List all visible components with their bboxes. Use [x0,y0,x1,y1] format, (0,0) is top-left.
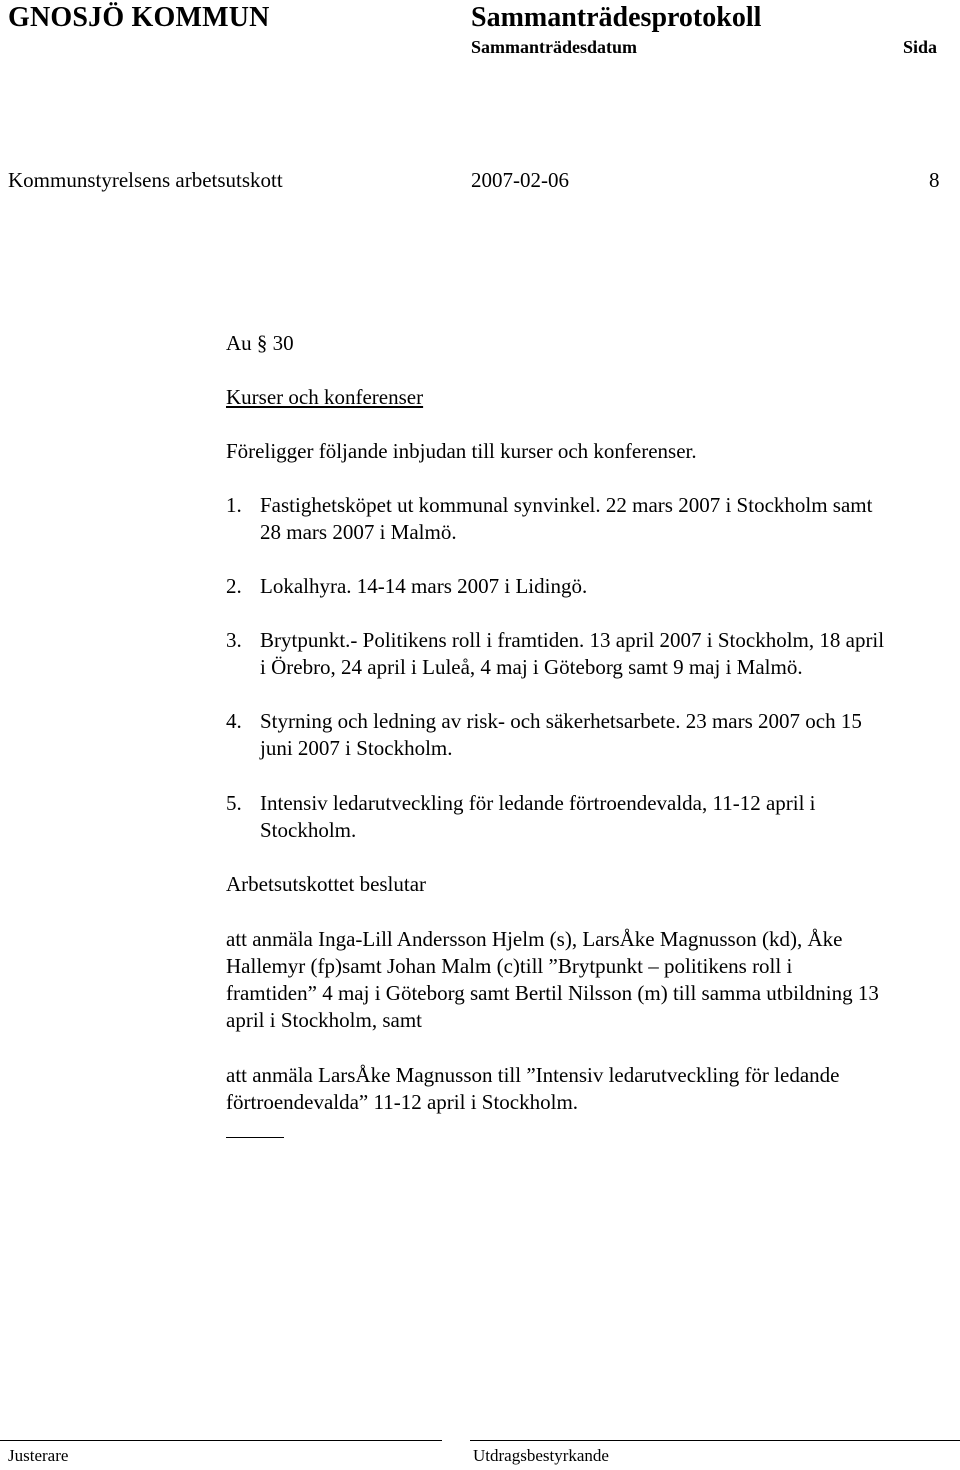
footer-divider-right [470,1440,960,1441]
decision-paragraph [226,1062,936,1116]
committee-name: Kommunstyrelsens arbetsutskott [8,168,283,192]
decision-heading: Arbetsutskottet beslutar [226,872,427,896]
decision-line: Hallemyr (fp)samt Johan Malm (c)till ”Brytpunkt – politikens roll i [226,954,793,978]
list-item-line: i Örebro, 24 april i Luleå, 4 maj i Göteborg samt 9 maj i Malmö. [260,655,803,679]
list-item-line: Intensiv ledarutveckling för ledande förtroendevalda, 11-12 april i [260,791,816,815]
list-item-text [260,708,950,762]
decision-line: framtiden” 4 maj i Göteborg samt Bertil Nilsson (m) till samma utbildning 13 [226,981,879,1005]
list-item-text [260,573,950,600]
list-item-line: Fastighetsköpet ut kommunal synvinkel. 22 mars 2007 i Stockholm samt [260,493,873,517]
list-item-number: 2. [226,574,242,598]
list-item-line: Stockholm. [260,818,357,842]
meeting-date-label: Sammanträdesdatum [471,37,638,57]
document-type: Sammanträdesprotokoll [471,2,762,33]
decision-line: att anmäla LarsÅke Magnusson till ”Intensiv ledarutveckling för ledande [226,1063,840,1087]
section-end-divider [226,1137,284,1138]
decision-line: att anmäla Inga-Lill Andersson Hjelm (s), LarsÅke Magnusson (kd), Åke [226,927,843,951]
list-item-text [260,627,950,681]
page-label: Sida [903,37,938,57]
decision-paragraph [226,926,936,1034]
decision-line: förtroendevalda” 11-12 april i Stockholm. [226,1090,579,1114]
page-number: 8 [929,168,940,192]
meeting-date: 2007-02-06 [471,168,569,192]
footer-divider-left [0,1440,442,1441]
list-item-line: Styrning och ledning av risk- och säkerhetsarbete. 23 mars 2007 och 15 [260,709,862,733]
list-item-number: 4. [226,709,242,733]
list-item-text [260,492,950,546]
section-title: Kurser och konferenser [226,385,424,409]
list-item-number: 5. [226,791,242,815]
list-item-number: 3. [226,628,242,652]
list-item-line: 28 mars 2007 i Malmö. [260,520,457,544]
justerare-label: Justerare [8,1446,69,1465]
list-item-text [260,790,950,844]
section-number: Au § 30 [226,331,294,355]
utdragsbestyrkande-label: Utdragsbestyrkande [473,1446,609,1465]
decision-line: april i Stockholm, samt [226,1008,422,1032]
list-item-line: Brytpunkt.- Politikens roll i framtiden. 13 april 2007 i Stockholm, 18 april [260,628,885,652]
list-item-line: juni 2007 i Stockholm. [260,736,453,760]
list-item-number: 1. [226,493,242,517]
intro-text: Föreligger följande inbjudan till kurser och konferenser. [226,439,697,463]
organization-name: GNOSJÖ KOMMUN [8,2,270,33]
list-item-line: Lokalhyra. 14-14 mars 2007 i Lidingö. [260,574,588,598]
